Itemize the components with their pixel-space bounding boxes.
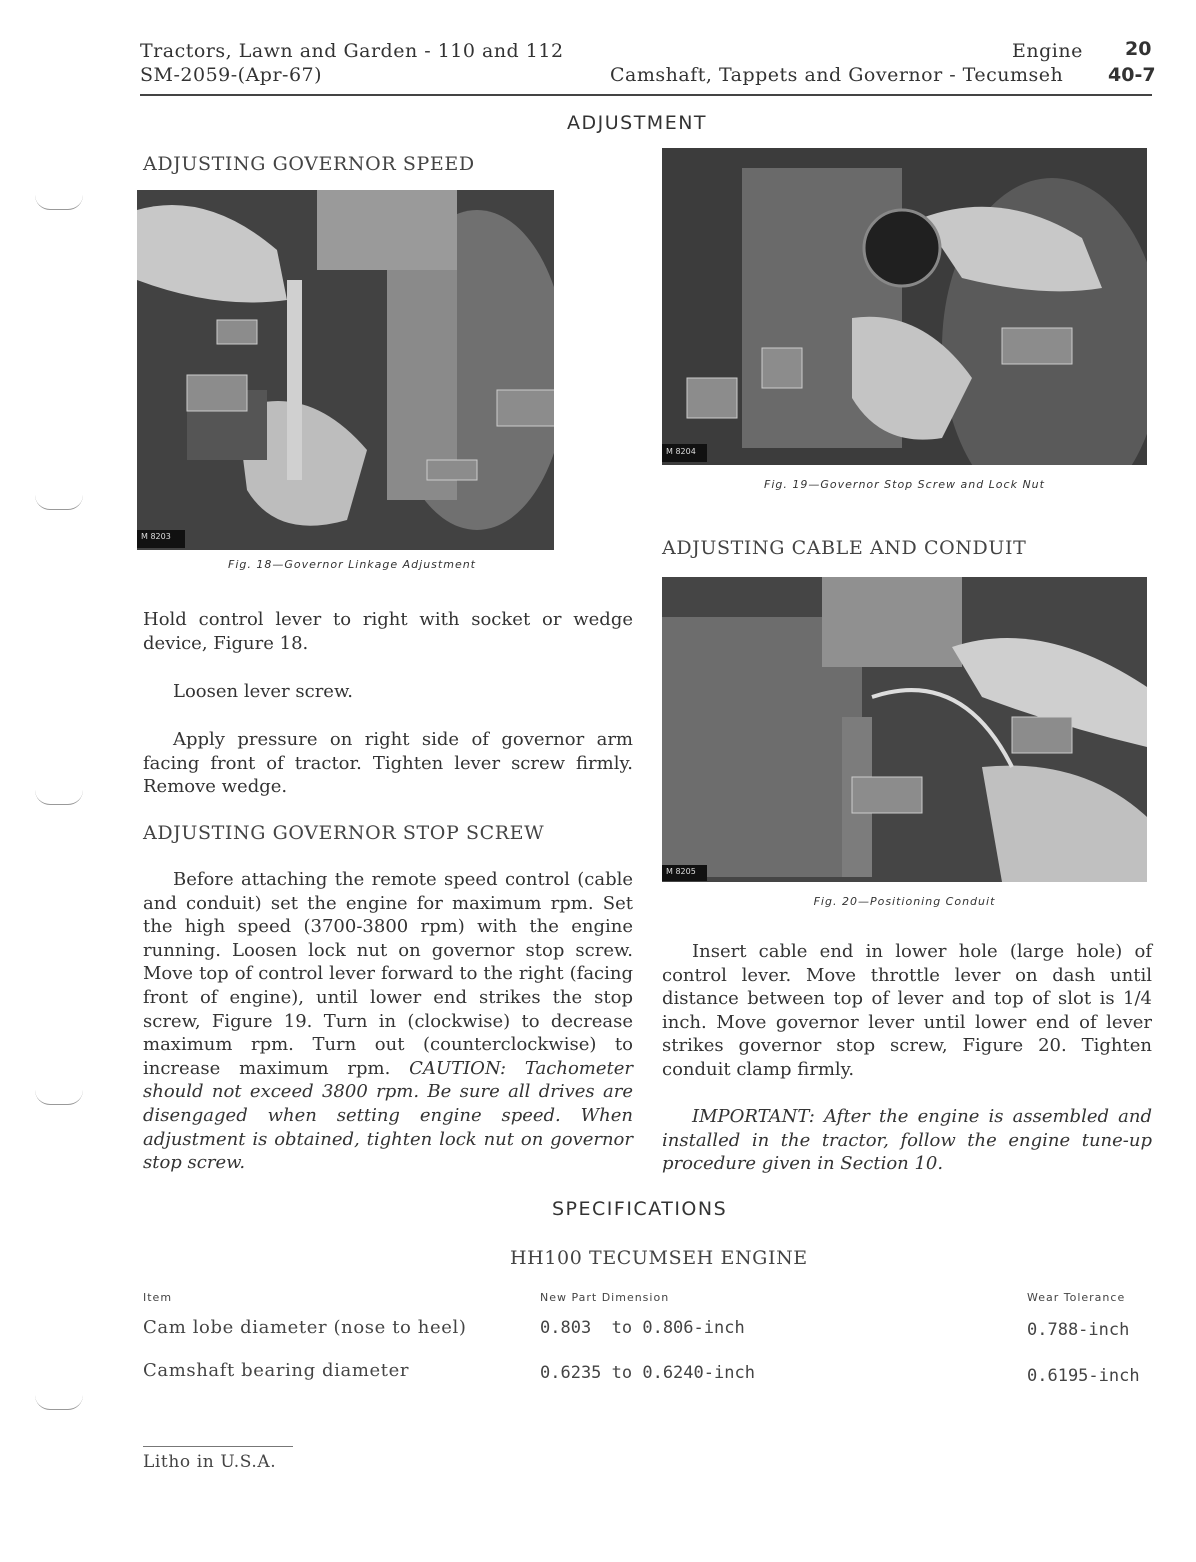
figure-19-tag: M 8204 bbox=[666, 447, 696, 456]
binding-mark bbox=[35, 495, 83, 510]
footer-rule bbox=[143, 1446, 293, 1447]
figure-18-caption: Fig. 18—Governor Linkage Adjustment bbox=[228, 558, 476, 571]
heading-cable-conduit: ADJUSTING CABLE AND CONDUIT bbox=[662, 537, 1027, 559]
spec-row-2-new: 0.6235 to 0.6240-inch bbox=[540, 1363, 755, 1383]
heading-governor-speed: ADJUSTING GOVERNOR SPEED bbox=[143, 153, 475, 175]
spec-row-2-item: Camshaft bearing diameter bbox=[143, 1360, 410, 1381]
header-rule bbox=[140, 94, 1152, 96]
section-title: ADJUSTMENT bbox=[567, 112, 708, 134]
binding-mark bbox=[35, 1395, 83, 1410]
heading-governor-stop-screw: ADJUSTING GOVERNOR STOP SCREW bbox=[143, 822, 545, 844]
binding-mark bbox=[35, 1090, 83, 1105]
header-right-line1: Engine bbox=[1012, 40, 1083, 62]
paragraph-hold-lever: Hold control lever to right with socket or wedge device, Figure 18. bbox=[143, 609, 633, 654]
page-number: 20 bbox=[1125, 38, 1152, 60]
spec-column-wear: Wear Tolerance bbox=[1027, 1291, 1126, 1304]
paragraph-important bbox=[662, 1105, 1152, 1176]
paragraph-apply-pressure: Apply pressure on right side of governor arm facing front of tractor. Tighten lever screw firmly. Remove wedge. bbox=[143, 729, 633, 798]
figure-18-tag: M 8203 bbox=[141, 532, 171, 541]
spec-row-2-wear: 0.6195-inch bbox=[1027, 1366, 1140, 1386]
figure-18-photo bbox=[137, 190, 554, 550]
figure-20-tag: M 8205 bbox=[666, 867, 696, 876]
spec-row-1-item: Cam lobe diameter (nose to heel) bbox=[143, 1317, 467, 1338]
spec-column-new-part: New Part Dimension bbox=[540, 1291, 670, 1304]
stop-screw-text: Before attaching the remote speed control (cable and conduit) set the engine for maximum rpm. Set the high speed (3700-3800 rpm) with the engine running. Loosen lock nut on governor stop screw. Move top of control lever forward to the right (facing front of engine), until lower end strikes the stop screw, Figure 19. Turn in (clockwise) to decrease maximum rpm. Turn out (counterclockwise) to increase maximum rpm. bbox=[143, 869, 633, 1079]
footer-litho: Litho in U.S.A. bbox=[143, 1452, 277, 1472]
header-left-line2: SM-2059-(Apr-67) bbox=[140, 64, 323, 86]
figure-20-photo bbox=[662, 577, 1147, 882]
figure-20-caption: Fig. 20—Positioning Conduit bbox=[813, 895, 996, 908]
specifications-title: SPECIFICATIONS bbox=[552, 1198, 728, 1220]
paragraph-loosen-screw: Loosen lever screw. bbox=[173, 681, 353, 702]
header-right-line2: Camshaft, Tappets and Governor - Tecumseh bbox=[610, 64, 1064, 86]
header-left-line1: Tractors, Lawn and Garden - 110 and 112 bbox=[140, 40, 564, 62]
figure-19-photo bbox=[662, 148, 1147, 465]
spec-column-item: Item bbox=[143, 1291, 173, 1304]
spec-row-1-new: 0.803 to 0.806-inch bbox=[540, 1318, 745, 1338]
important-text: IMPORTANT: After the engine is assembled and installed in the tractor, follow the engine tune-up procedure given in Section 10. bbox=[662, 1106, 1152, 1175]
paragraph-stop-screw bbox=[143, 868, 633, 1175]
figure-19-caption: Fig. 19—Governor Stop Screw and Lock Nut bbox=[764, 478, 1045, 491]
caution-text: CAUTION: Tachometer should not exceed 3800 rpm. Be sure all drives are disengaged when setting engine speed. When adjustment is obtained, tighten lock nut on governor stop screw. bbox=[143, 1057, 633, 1174]
binding-mark bbox=[35, 195, 83, 210]
section-number: 40-7 bbox=[1108, 64, 1156, 86]
specifications-subtitle: HH100 TECUMSEH ENGINE bbox=[510, 1247, 808, 1269]
binding-mark bbox=[35, 790, 83, 805]
paragraph-insert-cable: Insert cable end in lower hole (large hole) of control lever. Move throttle lever on dash until distance between top of lever and top of slot is 1/4 inch. Move governor lever until lower end of lever strikes governor stop screw, Figure 20. Tighten conduit clamp firmly. bbox=[662, 941, 1152, 1080]
spec-row-1-wear: 0.788-inch bbox=[1027, 1320, 1130, 1340]
